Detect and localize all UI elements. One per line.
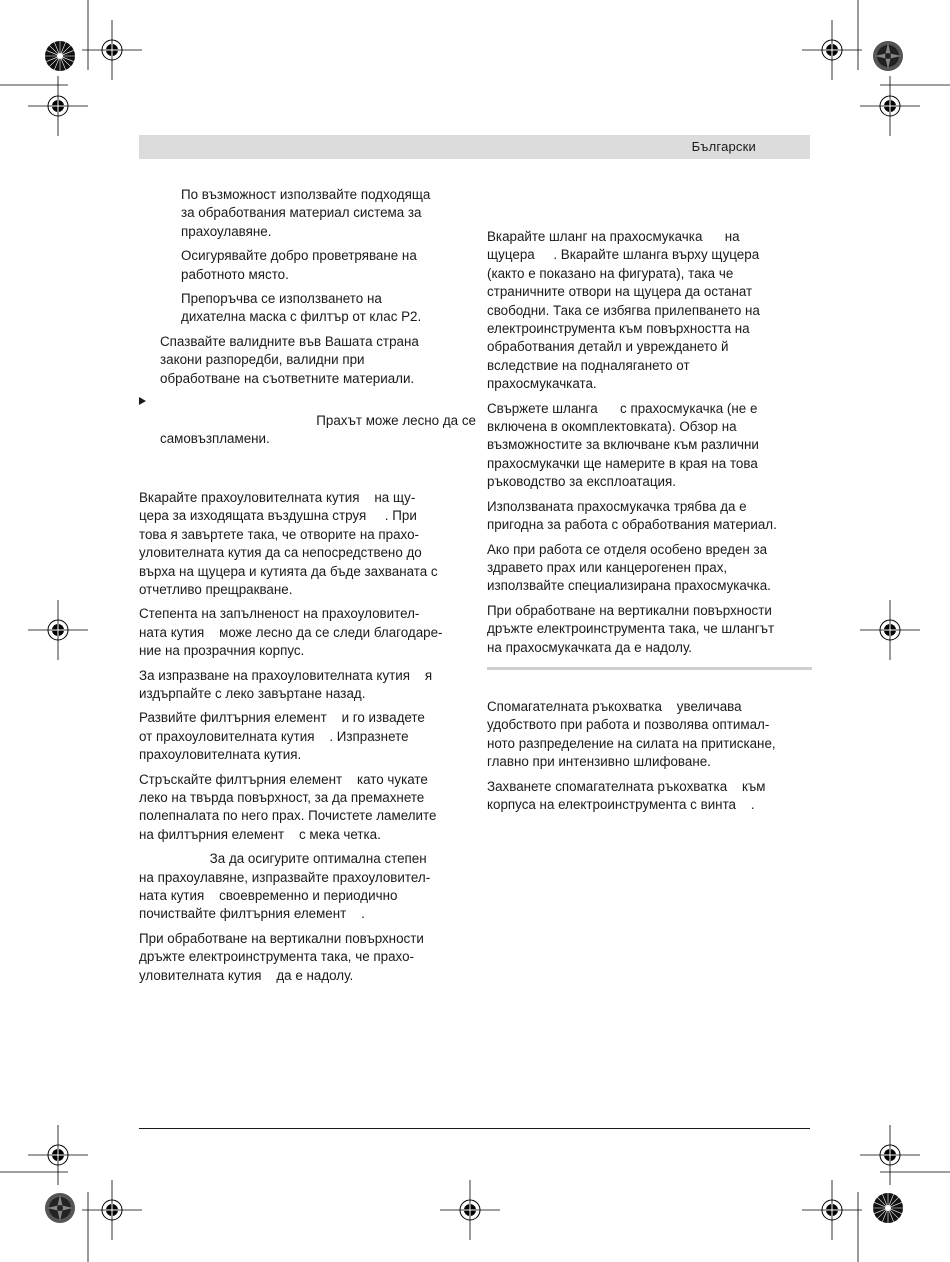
regulations-note: Спазвайте валидните във Вашата страна закони разпоредби, валидни при обработване на съответните материали. <box>160 333 419 386</box>
extraction-paragraph: Свържете шланга с прахосмукачка (не е включена в окомплектовката). Обзор на възможностите за включване към различни прахосмукачки ще намерите в края на това ръководство за експлоатация. <box>487 400 759 490</box>
handle-paragraph: Спомагателната ръкохватка увеличава удобството при работа и позволява оптимал- ното разпределение на силата на притискане, главно при интензивно шлифоване. <box>487 698 776 770</box>
dust-box-paragraph: Развийте филтърния елемент и го извадете от прахоуловителната кутия . Изпразнете прахоуловителната кутия. <box>139 710 425 763</box>
footer-rule <box>139 1128 810 1129</box>
dust-box-paragraph: За да осигурите оптимална степен на прахоулавяне, изпразвайте прахоуловител- ната кутия своевременно и периодично почиствайте филтърния елемент . <box>139 851 431 922</box>
dust-safety-item: Препоръчва се използването на дихателна маска с филтър от клас P2. <box>181 291 422 325</box>
page-header-bar <box>139 135 810 159</box>
extraction-paragraph: При обработване на вертикални повърхности дръжте електроинструмента така, че шлангът на прахосмукачката да е надолу. <box>487 602 775 655</box>
left-column <box>139 186 476 991</box>
dust-box-paragraph: За изпразване на прахоуловителната кутия я издърпайте с леко завъртане назад. <box>139 667 433 701</box>
dust-box-paragraph: Стръскайте филтърния елемент като чукате леко на твърда повърхност, за да премахнете полепналата по него прах. Почистете ламелите на филтърния елемент с мека четка. <box>139 771 437 842</box>
dust-box-paragraph: Степента на запълненост на прахоуловител- ната кутия може лесно да се следи благодаре- ние на прозрачния корпус. <box>139 606 443 659</box>
section-divider <box>487 667 812 670</box>
dust-box-paragraph: При обработване на вертикални повърхности дръжте електроинструмента така, че прахо- уловителната кутия да е надолу. <box>139 930 424 983</box>
warning-item <box>139 394 476 449</box>
extraction-paragraph: Вкарайте шланг на прахосмукачка на щуцера . Вкарайте шланга върху щуцера (както е показано на фигурата), така че страничните отвори на щуцера да останат свободни. Така се избягва прилепването на електроинструмента към повърхността на обработвания детайл и увреждането й вследствие на подналягането от прахосмукачката. <box>487 229 760 392</box>
dust-box-paragraph: Вкарайте прахоуловителната кутия на щу- цера за изходящата въздушна струя . При това я завъртете така, че отворите на прахо- уловителната кутия да са непосредствено до върха на щуцера и кутията да бъде захваната с отчетливо прещракване. <box>139 489 438 597</box>
dust-safety-item: По възможност използвайте подходяща за обработвания материал система за прахоулавяне. <box>181 187 431 239</box>
right-column <box>487 228 812 820</box>
extraction-paragraph: Ако при работа се отделя особено вреден за здравето прах или канцерогенен прах, използвайте специализирана прахосмукачка. <box>487 541 771 594</box>
header-language: Български <box>691 139 756 154</box>
dust-safety-item: Осигурявайте добро проветряване на работното място. <box>181 248 417 282</box>
extraction-paragraph: Използваната прахосмукачка трябва да е пригодна за работа с обработвания материал. <box>487 498 777 533</box>
warning-text: Прахът може лесно да се самовъзпламени. <box>160 413 476 447</box>
handle-paragraph: Захванете спомагателната ръкохватка към корпуса на електроинструмента с винта . <box>487 778 766 812</box>
bullet-triangle-icon <box>139 397 146 405</box>
